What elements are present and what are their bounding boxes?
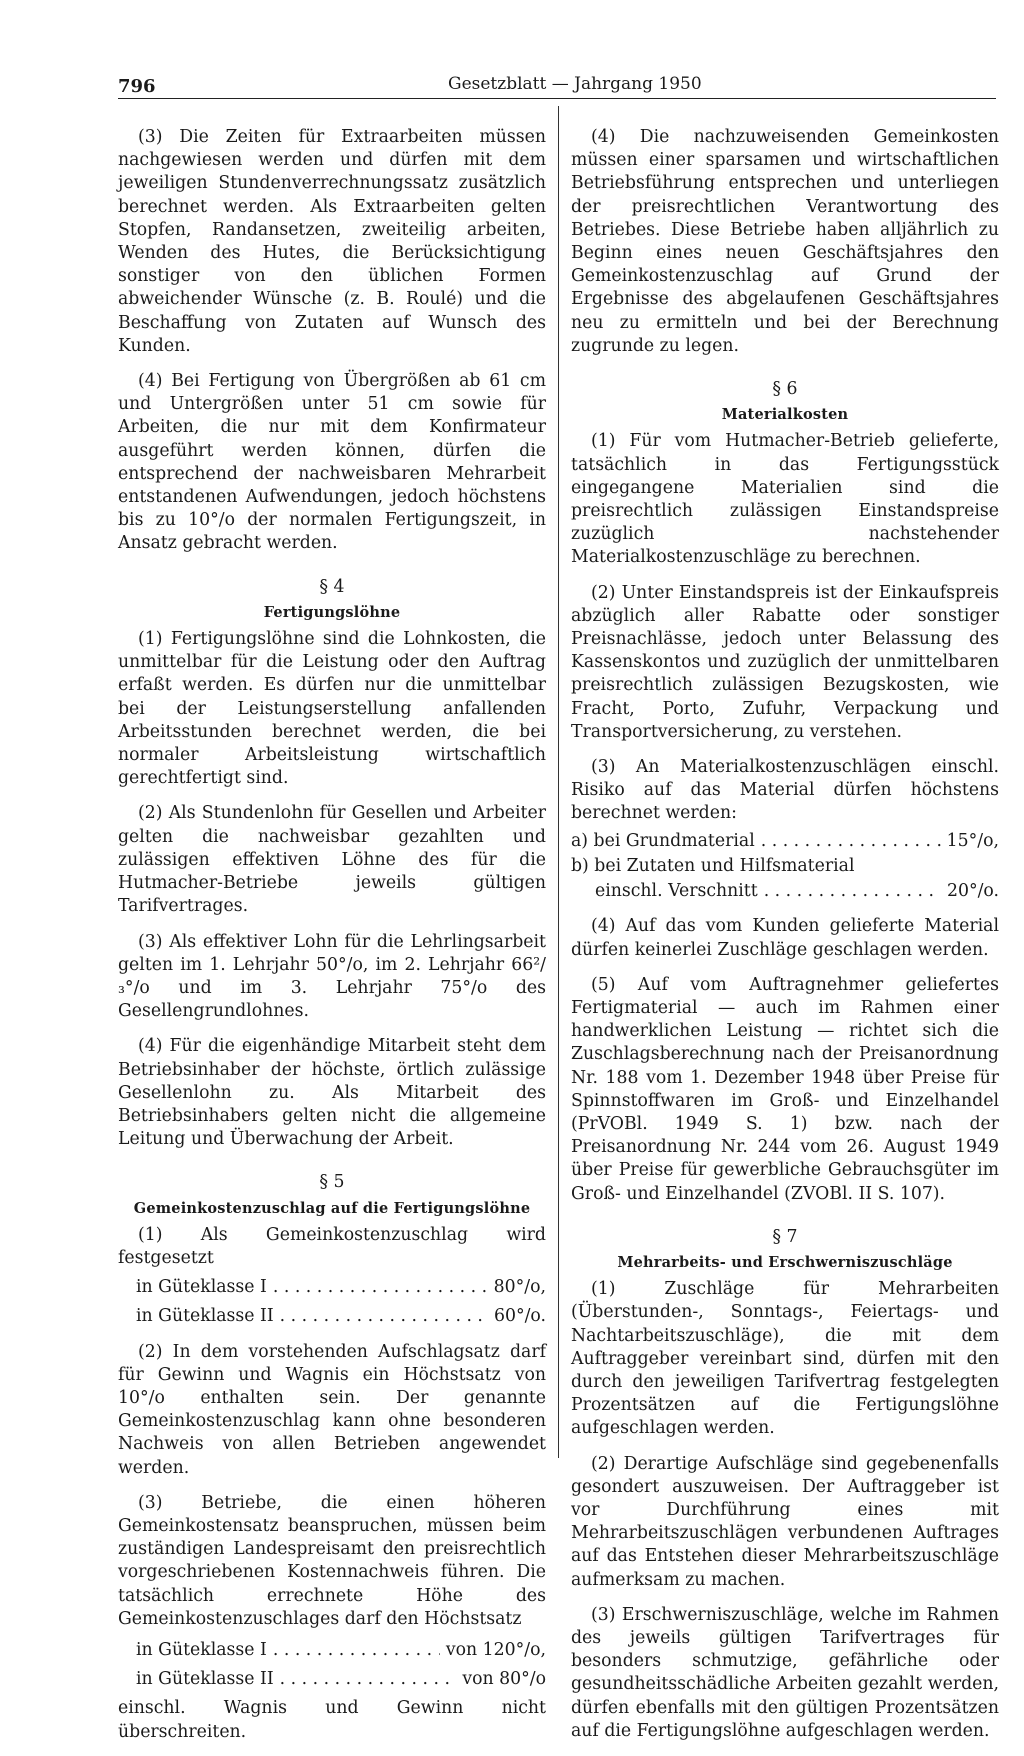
paragraph: (3) Die Zeiten für Extraarbeiten müssen nachgewiesen werden und dürfen mit dem jeweiligen Stundenverrechnungssatz zusätzlich berechnet werden. Als Extraarbeiten gelten Stopfen, Randansetzen, zweiteilig arbeiten, Wenden des Hutes, die Berücksichtigung sonstiger von den üblichen Formen abweichender Wünsche (z. B. Roulé) und die Beschaffung von Zutaten auf Wunsch des Kunden.	[118, 127, 546, 356]
material-rate-row	[571, 880, 999, 903]
rate-label: in Güteklasse I	[136, 1639, 267, 1660]
paragraph: (3) Als effektiver Lohn für die Lehrlingsarbeit gelten im 1. Lehrjahr 50°/o, im 2. Lehrjahr 66²/₃°/o und im 3. Lehrjahr 75°/o des Gesellengrundlohnes.	[118, 931, 546, 1022]
rate-row	[118, 1639, 546, 1662]
rate-value: 20°/o.	[946, 881, 999, 902]
rate-label: a) bei Grundmaterial	[571, 830, 755, 851]
section-number: § 4	[319, 576, 345, 597]
paragraph: (2) Unter Einstandspreis ist der Einkaufspreis abzüglich aller Rabatte oder sonstiger Preisnachlässe, jedoch unter Belassung des Kassenskontos und zuzüglich der unmittelbaren preisrechtlich zulässigen Bezugskosten, wie Fracht, Porto, Zufuhr, Verpackung und Transportversicherung, zu verstehen.	[571, 582, 999, 742]
section-number: § 5	[319, 1172, 345, 1193]
material-rate-row	[571, 830, 999, 853]
page-number: 796	[118, 76, 156, 97]
rate-label: in Güteklasse II	[136, 1306, 274, 1327]
rate-value: von 80°/o	[462, 1669, 546, 1690]
paragraph: (3) An Materialkostenzuschlägen einschl. Risiko auf das Material dürfen höchstens berechnet werden:	[571, 757, 999, 824]
section-title: Fertigungslöhne	[263, 603, 401, 621]
section-title: Gemeinkostenzuschlag auf die Fertigungslöhne	[133, 1199, 531, 1217]
left-column	[118, 126, 546, 1756]
leader-dots	[761, 830, 941, 853]
rate-label: in Güteklasse I	[136, 1277, 267, 1298]
paragraph: (1) Fertigungslöhne sind die Lohnkosten, die unmittelbar für die Leistung oder den Auftrag erfaßt werden. Es dürfen nur die unmittelbar bei der Leistungserstellung anfallenden Arbeitsstunden berechnet werden, die bei normaler Arbeitsleistung wirtschaftlich gerechtfertigt sind.	[118, 629, 546, 789]
leader-dots	[273, 1639, 440, 1662]
leader-dots	[280, 1305, 488, 1328]
rate-value: 60°/o.	[493, 1306, 546, 1327]
leader-dots	[273, 1276, 488, 1299]
rate-value: von 120°/o,	[445, 1639, 546, 1660]
rate-label: in Güteklasse II	[136, 1669, 274, 1690]
section-title: Mehrarbeits- und Erschwerniszuschläge	[617, 1253, 953, 1271]
paragraph: (1) Als Gemeinkostenzuschlag wird festgesetzt	[118, 1224, 546, 1268]
header-rule	[118, 98, 996, 99]
rate-value: 80°/o,	[493, 1277, 546, 1298]
paragraph: (2) Als Stundenlohn für Gesellen und Arbeiter gelten die nachweisbar gezahlten und zulässigen effektiven Löhne des für die Hutmacher-Betriebe jeweils gültigen Tarifvertrages.	[118, 803, 546, 917]
page-header	[118, 70, 996, 100]
publication-title: Gesetzblatt — Jahrgang 1950	[448, 74, 702, 94]
column-divider	[558, 106, 559, 1458]
leader-dots	[280, 1668, 457, 1691]
section-title: Materialkosten	[721, 406, 849, 424]
paragraph: (5) Auf vom Auftragnehmer geliefertes Fertigmaterial — auch im Rahmen einer handwerklichen Leistung — richtet sich die Zuschlagsberechnung nach der Preisanordnung Nr. 188 vom 1. Dezember 1948 über Preise für Spinnstoffwaren im Groß- und Einzelhandel (PrVOBl. 1949 S. 1) bzw. nach der Preisanordnung Nr. 244 vom 26. August 1949 über Preise für gewerbliche Gebrauchsgüter im Groß- und Einzelhandel (ZVOBl. II S. 107).	[571, 974, 999, 1204]
paragraph: (4) Die nachzuweisenden Gemeinkosten müssen einer sparsamen und wirtschaftlichen Betriebsführung entsprechen und unterliegen der preisrechtlichen Verantwortung des Betriebes. Diese Betriebe haben alljährlich zu Beginn eines neuen Geschäftsjahres den Gemeinkostenzuschlag auf Grund der Ergebnisse des abgelaufenen Geschäftsjahres neu zu ermitteln und bei der Berechnung zugrunde zu legen.	[571, 127, 999, 356]
rate-label: einschl. Verschnitt	[595, 881, 758, 902]
material-rate-label-row	[571, 855, 999, 878]
paragraph: (1) Zuschläge für Mehrarbeiten (Überstunden-, Sonntags-, Feiertags- und Nachtarbeitszuschläge), die mit dem Auftraggeber vereinbart sind, dürfen mit den durch den jeweiligen Tarifvertrag festgelegten Prozentsätzen auf die Fertigungslöhne aufgeschlagen werden.	[571, 1279, 999, 1439]
paragraph: (2) Derartige Aufschläge sind gegebenenfalls gesondert auszuweisen. Der Auftraggeber ist vor Durchführung eines mit Mehrarbeitszuschlägen verbundenen Auftrages auf das Entstehen dieser Mehrarbeitszuschläge aufmerksam zu machen.	[571, 1453, 999, 1590]
rate-value: 15°/o,	[946, 830, 999, 851]
rate-row	[118, 1276, 546, 1299]
leader-dots	[764, 880, 941, 903]
paragraph-end: einschl. Wagnis und Gewinn nicht überschreiten.	[118, 1698, 546, 1742]
rate-row	[118, 1305, 546, 1328]
paragraph: (4) Auf das vom Kunden gelieferte Material dürfen keinerlei Zuschläge geschlagen werden.	[571, 916, 999, 960]
paragraph: (3) Betriebe, die einen höheren Gemeinkostensatz beanspruchen, müssen beim zuständigen Landespreisamt den preisrechtlich vorgeschriebenen Kostennachweis führen. Die tatsächlich errechnete Höhe des Gemeinkostenzuschlages darf den Höchstsatz	[118, 1492, 546, 1629]
paragraph: (1) Für vom Hutmacher-Betrieb gelieferte, tatsächlich in das Fertigungsstück eingegangene Materialien sind die preisrechtlich zulässigen Einstandspreise zuzüglich nachstehender Materialkostenzuschläge zu berechnen.	[571, 431, 999, 568]
section-number: § 7	[772, 1226, 798, 1247]
right-column	[571, 126, 999, 1755]
paragraph: (4) Bei Fertigung von Übergrößen ab 61 cm und Untergrößen unter 51 cm sowie für Arbeiten, die nur mit dem Konfirmateur ausgeführt werden können, dürfen die entsprechend der nachweisbaren Mehrarbeit entstandenen Aufwendungen, jedoch höchstens bis zu 10°/o der normalen Fertigungszeit, in Ansatz gebracht werden.	[118, 371, 546, 554]
section-number: § 6	[772, 379, 798, 400]
rate-label: b) bei Zutaten und Hilfsmaterial	[571, 855, 855, 876]
paragraph: (4) Für die eigenhändige Mitarbeit steht dem Betriebsinhaber der höchste, örtlich zulässige Gesellenlohn zu. Als Mitarbeit des Betriebsinhabers gelten nicht die allgemeine Leitung und Überwachung der Arbeit.	[118, 1036, 546, 1150]
paragraph: (2) In dem vorstehenden Aufschlagsatz darf für Gewinn und Wagnis ein Höchstsatz von 10°/o enthalten sein. Der genannte Gemeinkostenzuschlag kann ohne besonderen Nachweis von allen Betrieben angewendet werden.	[118, 1341, 546, 1478]
paragraph: (3) Erschwerniszuschläge, welche im Rahmen des jeweils gültigen Tarifvertrages für besonders schmutzige, gefährliche oder gesundheitsschädliche Arbeiten gezahlt werden, dürfen ebenfalls mit den gültigen Prozentsätzen auf die Fertigungslöhne aufgeschlagen werden.	[571, 1604, 999, 1741]
rate-row	[118, 1668, 546, 1691]
